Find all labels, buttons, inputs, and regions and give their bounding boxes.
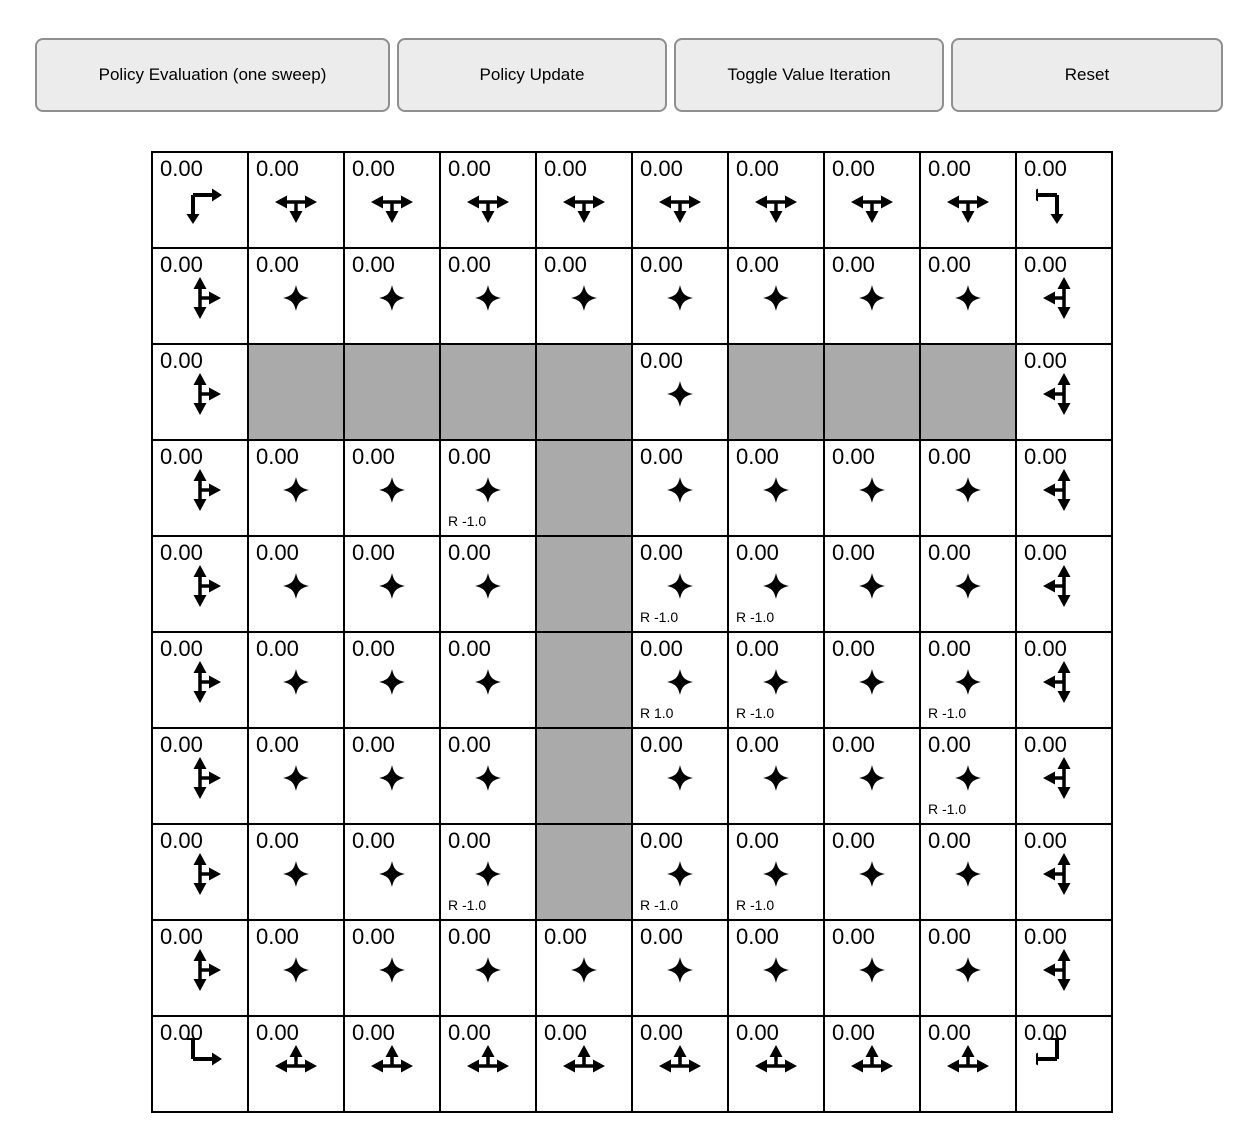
- grid-cell[interactable]: [1017, 441, 1111, 535]
- grid-cell[interactable]: [729, 729, 823, 823]
- cell-value: 0.00: [832, 444, 875, 469]
- policy-arrows-icon: [364, 174, 420, 230]
- grid-cell[interactable]: [249, 921, 343, 1015]
- grid-cell[interactable]: [825, 441, 919, 535]
- policy-arrows-icon: [748, 1038, 804, 1094]
- cell-value: 0.00: [832, 828, 875, 853]
- wall-cell[interactable]: [537, 729, 631, 823]
- policy-arrows-icon: [268, 654, 324, 710]
- grid-cell[interactable]: [345, 729, 439, 823]
- cell-value: 0.00: [832, 156, 875, 181]
- grid-cell[interactable]: [921, 441, 1015, 535]
- cell-value: 0.00: [928, 924, 971, 949]
- grid-cell[interactable]: [441, 441, 535, 535]
- toolbar: [35, 38, 1223, 112]
- policy-arrows-icon: [652, 462, 708, 518]
- policy-arrows-icon: [268, 462, 324, 518]
- grid-cell[interactable]: [633, 1017, 727, 1111]
- grid-cell[interactable]: [729, 537, 823, 631]
- grid-cell[interactable]: [249, 1017, 343, 1111]
- grid-cell[interactable]: [729, 921, 823, 1015]
- cell-value: 0.00: [1024, 924, 1067, 949]
- grid-cell[interactable]: [825, 249, 919, 343]
- cell-value: 0.00: [448, 828, 491, 853]
- cell-value: 0.00: [256, 252, 299, 277]
- cell-value: 0.00: [448, 252, 491, 277]
- cell-value: 0.00: [352, 540, 395, 565]
- cell-value: 0.00: [256, 156, 299, 181]
- policy-arrows-icon: [460, 558, 516, 614]
- policy-arrows-icon: [172, 270, 228, 326]
- grid-cell[interactable]: [153, 633, 247, 727]
- wall-cell[interactable]: [249, 345, 343, 439]
- grid-cell[interactable]: [441, 1017, 535, 1111]
- wall-cell[interactable]: [825, 345, 919, 439]
- cell-value: 0.00: [928, 1020, 971, 1045]
- policy-arrows-icon: [172, 750, 228, 806]
- grid-cell[interactable]: [1017, 537, 1111, 631]
- grid-cell[interactable]: [249, 153, 343, 247]
- policy-arrows-icon: [460, 174, 516, 230]
- grid-cell[interactable]: [249, 441, 343, 535]
- policy-arrows-icon: [268, 750, 324, 806]
- policy-update-button[interactable]: Policy Update: [397, 38, 667, 112]
- grid-cell[interactable]: [921, 537, 1015, 631]
- cell-value: 0.00: [928, 828, 971, 853]
- cell-value: 0.00: [832, 732, 875, 757]
- cell-reward: R -1.0: [640, 609, 679, 625]
- cell-value: 0.00: [736, 828, 779, 853]
- grid-cell[interactable]: [729, 441, 823, 535]
- grid-cell[interactable]: [537, 921, 631, 1015]
- grid-cell[interactable]: [153, 153, 247, 247]
- grid-cell[interactable]: [249, 249, 343, 343]
- policy-arrows-icon: [844, 846, 900, 902]
- cell-value: 0.00: [736, 156, 779, 181]
- cell-value: 0.00: [256, 828, 299, 853]
- cell-value: 0.00: [448, 444, 491, 469]
- reset-button[interactable]: Reset: [951, 38, 1223, 112]
- cell-reward: R -1.0: [448, 897, 487, 913]
- cell-reward: R -1.0: [736, 609, 775, 625]
- policy-arrows-icon: [748, 750, 804, 806]
- policy-arrows-icon: [940, 750, 996, 806]
- grid-cell[interactable]: [921, 249, 1015, 343]
- grid-cell[interactable]: [633, 633, 727, 727]
- cell-value: 0.00: [640, 828, 683, 853]
- cell-value: 0.00: [640, 156, 683, 181]
- grid-cell[interactable]: [825, 825, 919, 919]
- cell-value: 0.00: [352, 252, 395, 277]
- grid-cell[interactable]: [345, 1017, 439, 1111]
- grid-cell[interactable]: [537, 249, 631, 343]
- policy-arrows-icon: [172, 1038, 228, 1094]
- policy-arrows-icon: [940, 846, 996, 902]
- cell-value: 0.00: [256, 1020, 299, 1045]
- cell-value: 0.00: [928, 252, 971, 277]
- policy-arrows-icon: [364, 462, 420, 518]
- policy-arrows-icon: [364, 1038, 420, 1094]
- grid-cell[interactable]: [921, 729, 1015, 823]
- grid-cell[interactable]: [1017, 153, 1111, 247]
- policy-arrows-icon: [652, 846, 708, 902]
- cell-reward: R -1.0: [448, 513, 487, 529]
- policy-evaluation-button[interactable]: Policy Evaluation (one sweep): [35, 38, 390, 112]
- policy-arrows-icon: [268, 846, 324, 902]
- grid-cell[interactable]: [729, 1017, 823, 1111]
- policy-arrows-icon: [748, 846, 804, 902]
- cell-value: 0.00: [256, 540, 299, 565]
- wall-cell[interactable]: [441, 345, 535, 439]
- cell-value: 0.00: [928, 156, 971, 181]
- policy-arrows-icon: [172, 558, 228, 614]
- grid-cell[interactable]: [249, 825, 343, 919]
- policy-arrows-icon: [1036, 1038, 1092, 1094]
- cell-value: 0.00: [352, 828, 395, 853]
- grid-cell[interactable]: [153, 345, 247, 439]
- cell-reward: R 1.0: [640, 705, 674, 721]
- policy-arrows-icon: [268, 558, 324, 614]
- wall-cell[interactable]: [345, 345, 439, 439]
- policy-arrows-icon: [268, 1038, 324, 1094]
- policy-arrows-icon: [172, 462, 228, 518]
- grid-cell[interactable]: [825, 1017, 919, 1111]
- policy-arrows-icon: [652, 942, 708, 998]
- cell-value: 0.00: [352, 444, 395, 469]
- wall-cell[interactable]: [537, 441, 631, 535]
- cell-value: 0.00: [640, 924, 683, 949]
- policy-arrows-icon: [940, 462, 996, 518]
- cell-value: 0.00: [256, 444, 299, 469]
- cell-value: 0.00: [160, 732, 203, 757]
- grid-cell[interactable]: [1017, 729, 1111, 823]
- grid-cell[interactable]: [441, 729, 535, 823]
- cell-value: 0.00: [352, 636, 395, 661]
- policy-arrows-icon: [460, 1038, 516, 1094]
- policy-arrows-icon: [844, 270, 900, 326]
- policy-arrows-icon: [1036, 462, 1092, 518]
- cell-value: 0.00: [1024, 636, 1067, 661]
- policy-arrows-icon: [844, 942, 900, 998]
- policy-arrows-icon: [364, 558, 420, 614]
- cell-value: 0.00: [1024, 156, 1067, 181]
- cell-value: 0.00: [1024, 252, 1067, 277]
- grid-cell[interactable]: [633, 729, 727, 823]
- cell-value: 0.00: [640, 444, 683, 469]
- grid-cell[interactable]: [345, 153, 439, 247]
- policy-arrows-icon: [460, 846, 516, 902]
- policy-arrows-icon: [652, 270, 708, 326]
- cell-value: 0.00: [928, 636, 971, 661]
- grid-cell[interactable]: [153, 441, 247, 535]
- grid-cell[interactable]: [1017, 921, 1111, 1015]
- policy-arrows-icon: [940, 654, 996, 710]
- toggle-value-iteration-button[interactable]: Toggle Value Iteration: [674, 38, 944, 112]
- cell-reward: R -1.0: [736, 705, 775, 721]
- policy-arrows-icon: [556, 942, 612, 998]
- policy-arrows-icon: [556, 1038, 612, 1094]
- cell-value: 0.00: [160, 540, 203, 565]
- policy-arrows-icon: [364, 846, 420, 902]
- cell-value: 0.00: [448, 636, 491, 661]
- cell-value: 0.00: [352, 732, 395, 757]
- grid-cell[interactable]: [153, 825, 247, 919]
- cell-value: 0.00: [832, 1020, 875, 1045]
- cell-value: 0.00: [160, 636, 203, 661]
- cell-value: 0.00: [640, 252, 683, 277]
- cell-value: 0.00: [448, 1020, 491, 1045]
- grid-cell[interactable]: [1017, 345, 1111, 439]
- cell-value: 0.00: [256, 924, 299, 949]
- grid-cell[interactable]: [153, 921, 247, 1015]
- cell-value: 0.00: [928, 732, 971, 757]
- policy-arrows-icon: [460, 654, 516, 710]
- grid-cell[interactable]: [825, 153, 919, 247]
- grid-cell[interactable]: [537, 1017, 631, 1111]
- policy-arrows-icon: [268, 270, 324, 326]
- policy-arrows-icon: [460, 462, 516, 518]
- grid-cell[interactable]: [633, 441, 727, 535]
- grid-cell[interactable]: [633, 921, 727, 1015]
- policy-arrows-icon: [844, 750, 900, 806]
- grid-cell[interactable]: [825, 921, 919, 1015]
- policy-arrows-icon: [940, 174, 996, 230]
- cell-value: 0.00: [832, 924, 875, 949]
- cell-value: 0.00: [160, 348, 203, 373]
- grid-cell[interactable]: [441, 921, 535, 1015]
- policy-arrows-icon: [844, 558, 900, 614]
- policy-arrows-icon: [940, 1038, 996, 1094]
- cell-reward: R -1.0: [640, 897, 679, 913]
- grid-cell[interactable]: [345, 921, 439, 1015]
- policy-arrows-icon: [172, 366, 228, 422]
- policy-arrows-icon: [1036, 942, 1092, 998]
- grid-cell[interactable]: [633, 249, 727, 343]
- policy-arrows-icon: [652, 366, 708, 422]
- grid-cell[interactable]: [441, 249, 535, 343]
- policy-arrows-icon: [844, 1038, 900, 1094]
- gridworld: [151, 151, 1113, 1113]
- cell-value: 0.00: [160, 252, 203, 277]
- grid-cell[interactable]: [345, 633, 439, 727]
- cell-value: 0.00: [544, 156, 587, 181]
- grid-cell[interactable]: [825, 633, 919, 727]
- policy-arrows-icon: [172, 654, 228, 710]
- cell-value: 0.00: [736, 732, 779, 757]
- cell-value: 0.00: [736, 540, 779, 565]
- policy-arrows-icon: [940, 558, 996, 614]
- policy-arrows-icon: [460, 942, 516, 998]
- cell-value: 0.00: [160, 156, 203, 181]
- grid-cell[interactable]: [441, 153, 535, 247]
- grid-cell[interactable]: [441, 537, 535, 631]
- grid-cell[interactable]: [921, 825, 1015, 919]
- cell-value: 0.00: [448, 156, 491, 181]
- grid-cell[interactable]: [633, 345, 727, 439]
- cell-value: 0.00: [1024, 444, 1067, 469]
- grid-cell[interactable]: [729, 249, 823, 343]
- cell-value: 0.00: [256, 636, 299, 661]
- cell-reward: R -1.0: [736, 897, 775, 913]
- grid-cell[interactable]: [249, 729, 343, 823]
- grid-cell[interactable]: [153, 729, 247, 823]
- cell-value: 0.00: [160, 1020, 203, 1045]
- grid-cell[interactable]: [441, 825, 535, 919]
- cell-value: 0.00: [736, 924, 779, 949]
- grid-cell[interactable]: [921, 633, 1015, 727]
- cell-value: 0.00: [352, 1020, 395, 1045]
- policy-arrows-icon: [748, 462, 804, 518]
- grid-cell[interactable]: [633, 825, 727, 919]
- cell-value: 0.00: [1024, 348, 1067, 373]
- cell-value: 0.00: [928, 540, 971, 565]
- grid-cell[interactable]: [729, 633, 823, 727]
- cell-value: 0.00: [832, 636, 875, 661]
- policy-arrows-icon: [844, 654, 900, 710]
- policy-arrows-icon: [556, 174, 612, 230]
- policy-arrows-icon: [748, 654, 804, 710]
- cell-value: 0.00: [640, 348, 683, 373]
- policy-arrows-icon: [940, 942, 996, 998]
- cell-value: 0.00: [832, 540, 875, 565]
- cell-value: 0.00: [160, 828, 203, 853]
- grid-cell[interactable]: [1017, 633, 1111, 727]
- policy-arrows-icon: [652, 654, 708, 710]
- cell-value: 0.00: [736, 252, 779, 277]
- policy-arrows-icon: [364, 654, 420, 710]
- policy-arrows-icon: [172, 942, 228, 998]
- grid-cell[interactable]: [345, 441, 439, 535]
- cell-value: 0.00: [256, 732, 299, 757]
- cell-value: 0.00: [448, 732, 491, 757]
- cell-value: 0.00: [352, 924, 395, 949]
- cell-value: 0.00: [640, 1020, 683, 1045]
- grid-cell[interactable]: [633, 537, 727, 631]
- policy-arrows-icon: [1036, 174, 1092, 230]
- policy-arrows-icon: [460, 270, 516, 326]
- cell-value: 0.00: [160, 444, 203, 469]
- grid-cell[interactable]: [729, 825, 823, 919]
- grid-cell[interactable]: [441, 633, 535, 727]
- cell-value: 0.00: [736, 444, 779, 469]
- policy-arrows-icon: [1036, 366, 1092, 422]
- policy-arrows-icon: [844, 462, 900, 518]
- grid-cell[interactable]: [729, 153, 823, 247]
- policy-arrows-icon: [652, 1038, 708, 1094]
- policy-arrows-icon: [748, 270, 804, 326]
- wall-cell[interactable]: [537, 825, 631, 919]
- wall-cell[interactable]: [921, 345, 1015, 439]
- grid-cell[interactable]: [921, 1017, 1015, 1111]
- policy-arrows-icon: [364, 750, 420, 806]
- cell-value: 0.00: [640, 732, 683, 757]
- cell-value: 0.00: [544, 252, 587, 277]
- grid-cell[interactable]: [537, 153, 631, 247]
- cell-reward: R -1.0: [928, 801, 967, 817]
- policy-arrows-icon: [748, 174, 804, 230]
- grid-cell[interactable]: [153, 249, 247, 343]
- policy-arrows-icon: [748, 942, 804, 998]
- policy-arrows-icon: [268, 174, 324, 230]
- cell-value: 0.00: [352, 156, 395, 181]
- cell-value: 0.00: [736, 636, 779, 661]
- grid-cell[interactable]: [1017, 249, 1111, 343]
- cell-value: 0.00: [1024, 1020, 1067, 1045]
- policy-arrows-icon: [460, 750, 516, 806]
- policy-arrows-icon: [1036, 654, 1092, 710]
- policy-arrows-icon: [1036, 750, 1092, 806]
- cell-value: 0.00: [736, 1020, 779, 1045]
- cell-value: 0.00: [160, 924, 203, 949]
- grid-cell[interactable]: [249, 537, 343, 631]
- grid-cell[interactable]: [345, 249, 439, 343]
- policy-arrows-icon: [364, 270, 420, 326]
- policy-arrows-icon: [940, 270, 996, 326]
- policy-arrows-icon: [556, 270, 612, 326]
- grid-cell[interactable]: [825, 537, 919, 631]
- cell-value: 0.00: [544, 1020, 587, 1045]
- grid-cell[interactable]: [921, 921, 1015, 1015]
- cell-value: 0.00: [1024, 828, 1067, 853]
- policy-arrows-icon: [172, 174, 228, 230]
- policy-arrows-icon: [652, 174, 708, 230]
- cell-value: 0.00: [928, 444, 971, 469]
- grid-cell[interactable]: [345, 825, 439, 919]
- grid-cell[interactable]: [1017, 825, 1111, 919]
- cell-reward: R -1.0: [928, 705, 967, 721]
- grid-cell[interactable]: [825, 729, 919, 823]
- grid-cell[interactable]: [153, 1017, 247, 1111]
- grid-cell[interactable]: [1017, 1017, 1111, 1111]
- policy-arrows-icon: [268, 942, 324, 998]
- policy-arrows-icon: [1036, 558, 1092, 614]
- grid-cell[interactable]: [345, 537, 439, 631]
- policy-arrows-icon: [844, 174, 900, 230]
- cell-value: 0.00: [448, 540, 491, 565]
- cell-value: 0.00: [544, 924, 587, 949]
- grid-cell[interactable]: [249, 633, 343, 727]
- grid-cell[interactable]: [633, 153, 727, 247]
- wall-cell[interactable]: [537, 633, 631, 727]
- cell-value: 0.00: [1024, 732, 1067, 757]
- cell-value: 0.00: [832, 252, 875, 277]
- policy-arrows-icon: [652, 558, 708, 614]
- grid-cell[interactable]: [921, 153, 1015, 247]
- policy-arrows-icon: [1036, 846, 1092, 902]
- wall-cell[interactable]: [537, 345, 631, 439]
- policy-arrows-icon: [748, 558, 804, 614]
- grid-cell[interactable]: [153, 537, 247, 631]
- cell-value: 0.00: [448, 924, 491, 949]
- cell-value: 0.00: [1024, 540, 1067, 565]
- policy-arrows-icon: [364, 942, 420, 998]
- policy-arrows-icon: [172, 846, 228, 902]
- cell-value: 0.00: [640, 636, 683, 661]
- wall-cell[interactable]: [729, 345, 823, 439]
- policy-arrows-icon: [652, 750, 708, 806]
- wall-cell[interactable]: [537, 537, 631, 631]
- cell-value: 0.00: [640, 540, 683, 565]
- policy-arrows-icon: [1036, 270, 1092, 326]
